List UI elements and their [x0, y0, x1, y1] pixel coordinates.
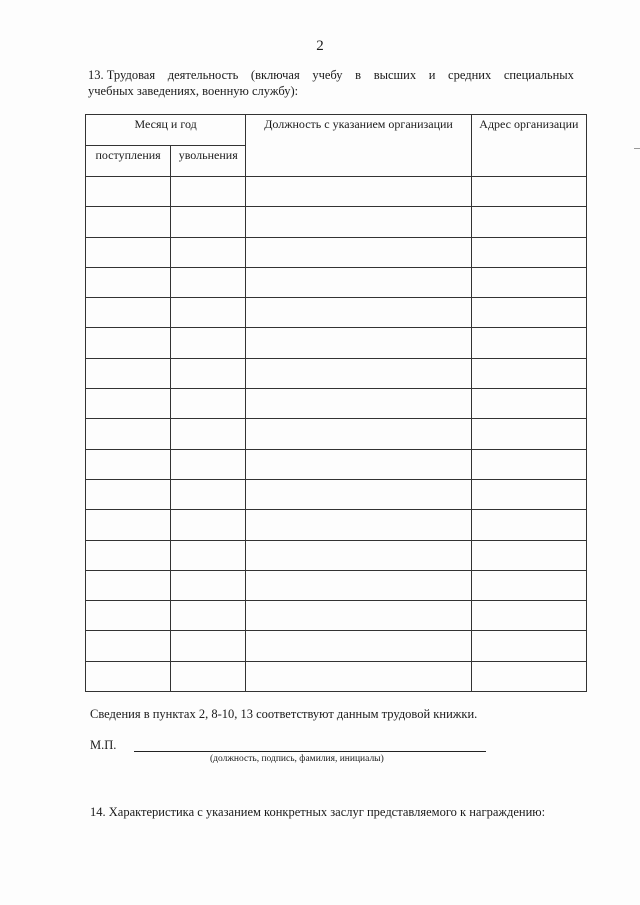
cell-admission[interactable]: [86, 237, 171, 267]
table-row: [86, 631, 587, 661]
cell-dismissal[interactable]: [171, 661, 246, 691]
word: деятельность: [167, 68, 239, 82]
cell-address[interactable]: [471, 570, 586, 600]
table-row: [86, 510, 587, 540]
cell-dismissal[interactable]: [171, 631, 246, 661]
table-row: [86, 298, 587, 328]
cell-admission[interactable]: [86, 298, 171, 328]
signature-line[interactable]: [134, 751, 486, 752]
word: высших: [373, 68, 417, 82]
cell-address[interactable]: [471, 449, 586, 479]
cell-position[interactable]: [246, 419, 471, 449]
cell-position[interactable]: [246, 510, 471, 540]
table-row: [86, 601, 587, 631]
cell-dismissal[interactable]: [171, 601, 246, 631]
word: в: [355, 68, 362, 82]
cell-admission[interactable]: [86, 631, 171, 661]
cell-admission[interactable]: [86, 449, 171, 479]
cell-admission[interactable]: [86, 479, 171, 509]
cell-address[interactable]: [471, 601, 586, 631]
work-record-note: Сведения в пунктах 2, 8-10, 13 соответствуют данным трудовой книжки.: [90, 707, 478, 721]
cell-position[interactable]: [246, 631, 471, 661]
table-row: [86, 389, 587, 419]
word: и: [428, 68, 436, 82]
cell-admission[interactable]: [86, 510, 171, 540]
cell-address[interactable]: [471, 207, 586, 237]
cell-address[interactable]: [471, 540, 586, 570]
header-dismissal: увольнения: [171, 146, 246, 177]
cell-address[interactable]: [471, 661, 586, 691]
cell-dismissal[interactable]: [171, 358, 246, 388]
cell-position[interactable]: [246, 328, 471, 358]
cell-address[interactable]: [471, 510, 586, 540]
table-row: [86, 570, 587, 600]
cell-dismissal[interactable]: [171, 267, 246, 297]
table-row: [86, 177, 587, 207]
table-row: [86, 449, 587, 479]
signature-caption: (должность, подпись, фамилия, инициалы): [210, 754, 384, 764]
cell-address[interactable]: [471, 177, 586, 207]
word: (включая: [250, 68, 300, 82]
table-row: [86, 661, 587, 691]
stamp-label: М.П.: [90, 738, 117, 752]
cell-address[interactable]: [471, 328, 586, 358]
cell-address[interactable]: [471, 358, 586, 388]
cell-position[interactable]: [246, 358, 471, 388]
cell-address[interactable]: [471, 389, 586, 419]
cell-address[interactable]: [471, 631, 586, 661]
table-row: [86, 328, 587, 358]
section-13-line1: [88, 67, 574, 83]
cell-position[interactable]: [246, 449, 471, 479]
cell-dismissal[interactable]: [171, 237, 246, 267]
work-history-table: [85, 114, 587, 692]
cell-address[interactable]: [471, 479, 586, 509]
cell-dismissal[interactable]: [171, 207, 246, 237]
table-row: [86, 358, 587, 388]
cell-dismissal[interactable]: [171, 540, 246, 570]
cell-dismissal[interactable]: [171, 479, 246, 509]
section-13-heading: [88, 67, 574, 99]
cell-dismissal[interactable]: [171, 570, 246, 600]
table-row: [86, 267, 587, 297]
cell-position[interactable]: [246, 267, 471, 297]
cell-admission[interactable]: [86, 358, 171, 388]
cell-address[interactable]: [471, 237, 586, 267]
cell-position[interactable]: [246, 298, 471, 328]
section-13-line2: учебных заведениях, военную службу):: [88, 84, 299, 98]
cell-dismissal[interactable]: [171, 177, 246, 207]
cell-admission[interactable]: [86, 267, 171, 297]
cell-admission[interactable]: [86, 328, 171, 358]
table-row: [86, 207, 587, 237]
cell-position[interactable]: [246, 570, 471, 600]
cell-position[interactable]: [246, 661, 471, 691]
page-number: 2: [316, 38, 324, 54]
table-row: [86, 479, 587, 509]
cell-admission[interactable]: [86, 661, 171, 691]
cell-dismissal[interactable]: [171, 449, 246, 479]
word: 13. Трудовая: [88, 68, 156, 82]
word: специальных: [503, 68, 574, 82]
table-row: [86, 237, 587, 267]
cell-address[interactable]: [471, 298, 586, 328]
scan-edge-mark: [634, 148, 640, 149]
cell-position[interactable]: [246, 479, 471, 509]
cell-admission[interactable]: [86, 419, 171, 449]
stamp-signature-block: [90, 738, 490, 768]
cell-admission[interactable]: [86, 540, 171, 570]
table-row: [86, 540, 587, 570]
header-admission: поступления: [86, 146, 171, 177]
header-position: Должность с указанием организации: [246, 115, 471, 177]
cell-dismissal[interactable]: [171, 419, 246, 449]
cell-dismissal[interactable]: [171, 328, 246, 358]
cell-position[interactable]: [246, 389, 471, 419]
table-row: [86, 419, 587, 449]
cell-dismissal[interactable]: [171, 298, 246, 328]
cell-address[interactable]: [471, 267, 586, 297]
cell-admission[interactable]: [86, 570, 171, 600]
header-month-year: Месяц и год: [86, 115, 246, 146]
cell-position[interactable]: [246, 540, 471, 570]
cell-admission[interactable]: [86, 207, 171, 237]
table-body: [86, 177, 587, 692]
cell-dismissal[interactable]: [171, 510, 246, 540]
cell-position[interactable]: [246, 207, 471, 237]
cell-dismissal[interactable]: [171, 389, 246, 419]
cell-address[interactable]: [471, 419, 586, 449]
header-address: Адрес организации: [471, 115, 586, 177]
cell-admission[interactable]: [86, 601, 171, 631]
cell-position[interactable]: [246, 601, 471, 631]
cell-admission[interactable]: [86, 177, 171, 207]
cell-position[interactable]: [246, 177, 471, 207]
word: учебу: [312, 68, 343, 82]
section-14-heading: 14. Характеристика с указанием конкретных заслуг представляемого к награждению:: [90, 805, 546, 819]
cell-admission[interactable]: [86, 389, 171, 419]
word: средних: [448, 68, 492, 82]
cell-position[interactable]: [246, 237, 471, 267]
